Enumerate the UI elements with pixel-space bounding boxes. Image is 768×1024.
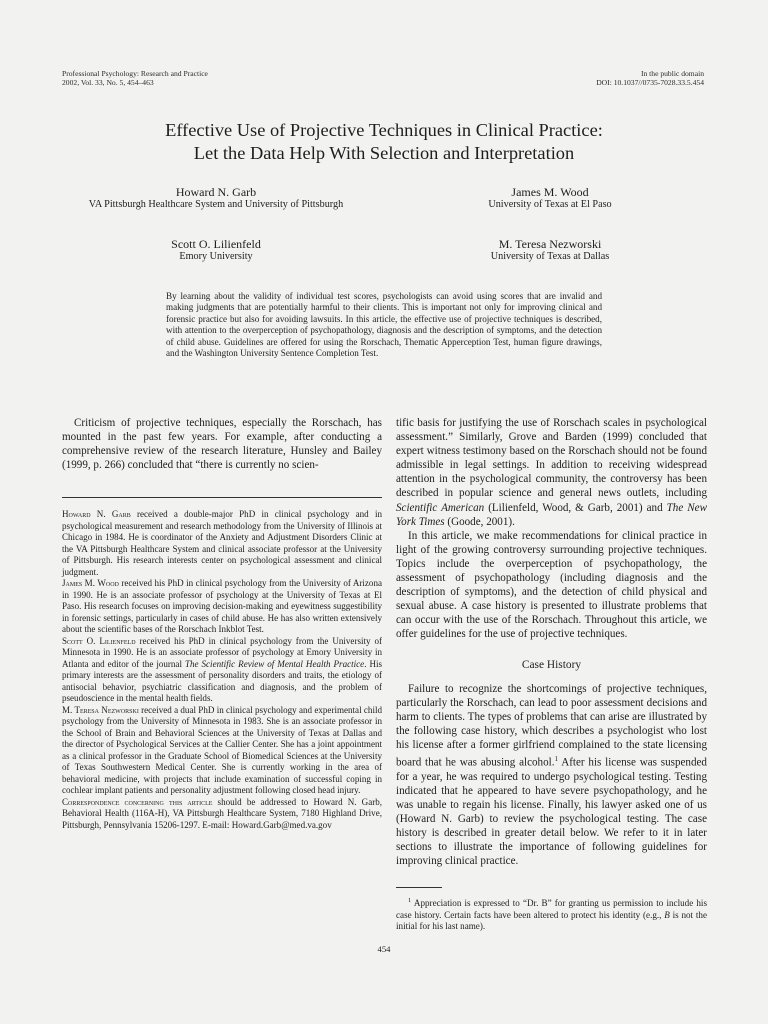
title-line-2: Let the Data Help With Selection and Interpretation [193,143,575,163]
doi: DOI: 10.1037//0735-7028.33.5.454 [596,78,704,88]
bio-garb: Howard N. Garb received a double-major PhD in clinical psychology and in psychological measurement and research methodology from the University of Illinois at Chicago in 1984. He is coordinator of the Anxiety and Adjustment Disorders Clinic at the VA Pittsburgh Healthcare System and clinical associate professor at the University of Pittsburgh. His research interests center on psychological assessment and clinical judgment. [62,509,382,577]
publication-sciam: Scientific American [396,501,485,514]
footnote-1: $^1$ Appreciation is expressed to “Dr. B” for granting us permission to include his case history. Certain facts have been altered to protect his identity (e.g., B is not the initial for his last name). [396,897,707,932]
author-block-garb [40,185,392,211]
author-notes [62,509,382,831]
bio-name: M. Teresa Nezworski [62,704,139,715]
correspondence-note: Correspondence concerning this article should be addressed to Howard N. Garb, Behavioral Health (116A-H), VA Pittsburgh Healthcare System, 7180 Highland Drive, Pittsburgh, Pennsylvania 15206-1297. E-mail: Howard.Garb@med.va.gov [62,796,383,830]
author-affiliation: University of Texas at El Paso [488,199,612,210]
author-affiliation: Emory University [179,251,253,262]
rights-statement: In the public domain [640,69,704,78]
footnote-short-rule [396,887,442,888]
bio-name: James M. Wood [62,578,119,588]
journal-volume: 2002, Vol. 33, No. 5, 454–463 [62,78,154,88]
footnote-divider [62,497,382,498]
author-block-wood [430,185,670,211]
author-name: Howard N. Garb [175,185,257,199]
running-header-right [596,69,704,88]
bio-name: Howard N. Garb [62,509,131,519]
section-heading: Case History [521,658,582,671]
correspondence-label: Correspondence concerning this article [62,796,213,807]
paragraph-1: tific basis for justifying the use of Rorschach scales in psychological assessment.” Similarly, Grove and Barden (1999) concluded that expert witness testimony based on the Rorschach should not be found admissible in legal settings. In addition to receiving widespread attention in the psychological community, the controversy has been described in popular science and general news outlets, including Scientific American (Lilienfeld, Wood, & Garb, 2001) and The New York Times (Goode, 2001). [396,417,707,528]
article-title [0,119,768,165]
page-number: 454 [377,944,391,954]
running-header-left [62,69,208,88]
paragraph-2: In this article, we make recommendations for clinical practice in light of the growing controversy surrounding projective techniques. Topics include the overperception of psychopathology, the assessment of psychopathology (including diagnosis and the description of symptoms), and the detection of child physical and sexual abuse. A case history is presented to illustrate problems that can occur with the use of the Rorschach. Throughout this article, we offer guidelines for the use of projective techniques. [396,529,707,641]
journal-title: The Scientific Review of Mental Health Practice [184,658,365,669]
publication-nyt: The New York Times [396,501,707,528]
left-column-intro [62,416,382,472]
bio-wood: James M. Wood received his PhD in clinical psychology from the University of Arizona in 1990. He is an associate professor of psychology at the University of Texas at El Paso. His research focuses on improving decision-making and eyewitness suggestibility in forensic settings, particularly in cases of child abuse. He has also written extensively about the scientific bases of the Rorschach Inkblot Test. [62,578,382,634]
footnote-number: 1 [408,897,412,904]
bio-lilienfeld: Scott O. Lilienfeld received his PhD in clinical psychology from the University of Minnesota in 1990. He is an associate professor of psychology at Emory University in Atlanta and editor of the journal The Scientific Review of Mental Health Practice. His primary interests are the assessment of personality disorders and traits, the etiology of antisocial behavior, psychiatric classification and diagnosis, and the problem of pseudoscience in the mental health fields. [62,635,383,703]
author-name: James M. Wood [511,185,589,199]
title-line-1: Effective Use of Projective Techniques in Clinical Practice: [165,120,603,140]
footnote-marker: 1 [554,755,559,764]
author-affiliation: University of Texas at Dallas [490,251,610,262]
abstract: By learning about the validity of individual test scores, psychologists can avoid using scores that are invalid and making judgments that are potentially harmful to their clients. This is important not only for improving clinical and forensic practice but also for avoiding lawsuits. In this article, the effective use of projective techniques is described, with attention to the overperception of psychopathology, diagnosis and the description of symptoms, and the detection of child abuse. Guidelines are offered for using the Rorschach, Thematic Apperception Test, human figure drawings, and the Washington University Sentence Completion Test. [166,291,602,359]
right-column [396,416,707,869]
paragraph-3: Failure to recognize the shortcomings of projective techniques, particularly the Rorschach, can lead to poor assessment decisions and harm to clients. The types of problems that can arise are illustrated by the following case history, which describes a psychologist who lost his license after a former girlfriend complained to the state licensing board that he was abusing alcohol.$^1$ After his license was suspended for a year, he was required to undergo psychological testing. Testing indicated that he appeared to have severe psychopathology, and he was unable to regain his license. Finally, his lawyer asked one of us (Howard N. Garb) to review the psychological testing. The case history is described in greater detail below. We refer to it in later sections to illustrate the importance of following guidelines for improving clinical practice. [396,682,707,868]
bio-name: Scott O. Lilienfeld [62,635,136,646]
journal-name: Professional Psychology: Research and Practice [62,69,208,78]
bio-nezworski: M. Teresa Nezworski received a dual PhD in clinical psychology and experimental child psychology from the University of Minnesota in 1983. She is an associate professor in the School of Brain and Behavioral Sciences at the University of Texas at Dallas and the director of Psychological Services at the Callier Center. She has a joint appointment as a clinical professor in the Graduate School of Biomedical Sciences at the University of Texas Southwestern Medical Center. She is currently working in the area of behavioral medicine, with projects that include examination of successful coping in cochlear implant patients and personality adjustment following closed head injury. [62,704,382,795]
author-block-lilienfeld [116,237,316,263]
author-block-nezworski [430,237,670,263]
intro-paragraph: Criticism of projective techniques, especially the Rorschach, has mounted in the past few years. For example, after conducting a comprehensive review of the research literature, Hunsley and Bailey (1999, p. 266) concluded that “there is currently no scien- [62,417,382,472]
author-affiliation: VA Pittsburgh Healthcare System and University of Pittsburgh [88,199,344,210]
author-name: Scott O. Lilienfeld [171,237,261,251]
author-name: M. Teresa Nezworski [498,237,602,251]
